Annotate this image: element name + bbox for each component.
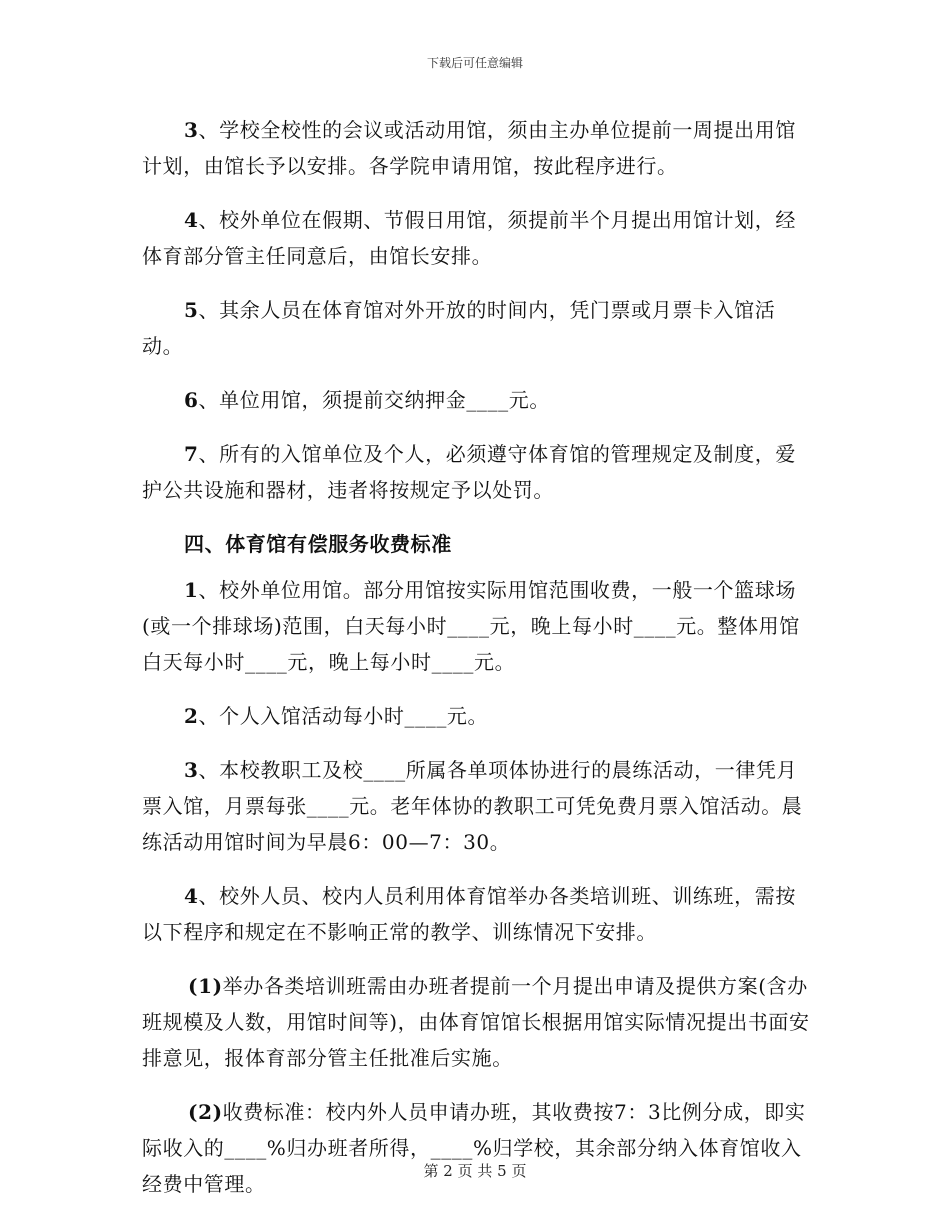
paragraph-text: 、单位用馆，须提前交纳押金____元。	[198, 388, 550, 412]
paragraph-text: 、所有的入馆单位及个人，必须遵守体育馆的管理规定及制度，爱护公共设施和器材，违者将按规定予以处罚。	[142, 442, 796, 502]
item-number: 7	[184, 442, 199, 466]
paragraph-text: 、校外人员、校内人员利用体育馆举办各类培训班、训练班，需按以下程序和规定在不影响正常的教学、训练情况下安排。	[142, 884, 796, 944]
paragraph-fee-3	[142, 752, 810, 860]
paragraph-item-3	[142, 112, 810, 184]
section-heading	[142, 526, 810, 562]
item-number: 1	[184, 578, 199, 602]
paragraph-text: 、校外单位在假期、节假日用馆，须提前半个月提出用馆计划，经体育部分管主任同意后，由馆长安排。	[142, 208, 796, 268]
document-body	[142, 112, 810, 1220]
paragraph-text: 收费标准：校内外人员申请办班，其收费按7：3比例分成，即实际收入的____%归办班者所得，____%归学校，其余部分纳入体育馆收入经费中管理。	[142, 1100, 806, 1196]
paragraph-sub-1	[142, 968, 810, 1076]
item-number: 3	[184, 758, 199, 782]
item-number: 2	[184, 704, 199, 728]
paragraph-text: 、学校全校性的会议或活动用馆，须由主办单位提前一周提出用馆计划，由馆长予以安排。各学院申请用馆，按此程序进行。	[142, 118, 796, 178]
paragraph-text: 、其余人员在体育馆对外开放的时间内，凭门票或月票卡入馆活动。	[142, 298, 776, 358]
item-number: 6	[184, 388, 199, 412]
paragraph-item-6	[142, 382, 810, 418]
paragraph-item-4	[142, 202, 810, 274]
paragraph-sub-2	[142, 1094, 810, 1202]
item-number: 4	[184, 208, 199, 232]
paragraph-fee-2	[142, 698, 810, 734]
paragraph-fee-4	[142, 878, 810, 950]
paragraph-text: 、校外单位用馆。部分用馆按实际用馆范围收费，一般一个篮球场(或一个排球场)范围，白天每小时____元，晚上每小时____元。整体用馆白天每小时____元，晚上每小时____元。	[142, 578, 800, 674]
item-number: 4	[184, 884, 199, 908]
item-number: 3	[184, 118, 199, 142]
paragraph-fee-1	[142, 572, 810, 680]
paragraph-text: 举办各类培训班需由办班者提前一个月提出申请及提供方案(含办班规模及人数，用馆时间等)，由体育馆馆长根据用馆实际情况提出书面安排意见，报体育部分管主任批准后实施。	[142, 974, 810, 1070]
paragraph-item-5	[142, 292, 810, 364]
item-number: 5	[184, 298, 199, 322]
paragraph-text: 、个人入馆活动每小时____元。	[198, 704, 489, 728]
page-header: 下载后可任意编辑	[426, 56, 523, 70]
heading-text: 四、体育馆有偿服务收费标准	[184, 532, 452, 556]
paragraph-item-7	[142, 436, 810, 508]
page-number: 第 2 页 共 5 页	[423, 1162, 527, 1180]
item-number: (1)	[188, 974, 223, 998]
paragraph-text: 、本校教职工及校____所属各单项体协进行的晨练活动，一律凭月票入馆，月票每张____元。老年体协的教职工可凭免费月票入馆活动。晨练活动用馆时间为早晨6：00—7：30。	[142, 758, 803, 854]
item-number: (2)	[188, 1100, 223, 1124]
